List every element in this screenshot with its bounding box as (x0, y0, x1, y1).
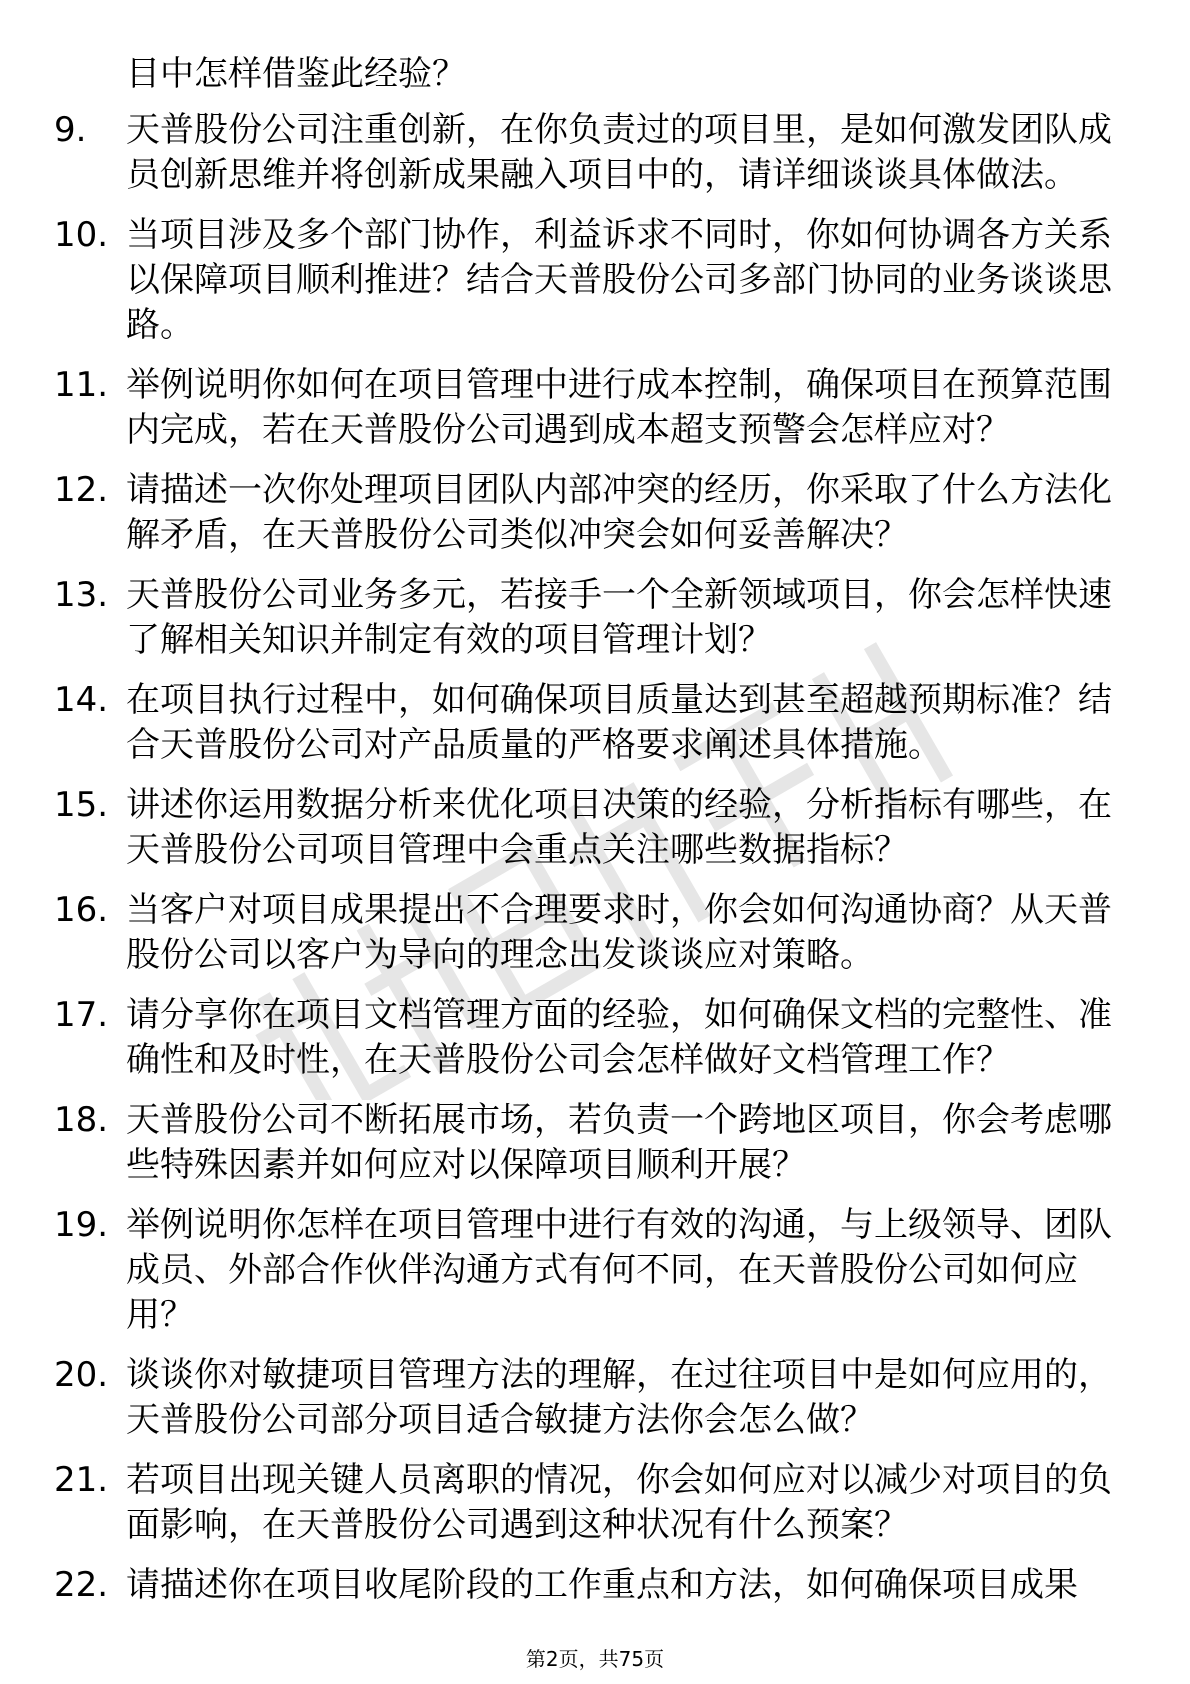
question-text: 请描述你在项目收尾阶段的工作重点和方法，如何确保项目成果 (126, 1565, 1078, 1605)
question-number: 13. (54, 575, 109, 615)
question-text: 请描述一次你处理项目团队内部冲突的经历，你采取了什么方法化解矛盾，在天普股份公司类似冲突会如何妥善解决？ (126, 470, 1112, 555)
question-item (0, 1098, 1190, 1188)
question-text: 若项目出现关键人员离职的情况，你会如何应对以减少对项目的负面影响，在天普股份公司遇到这种状况有什么预案？ (126, 1460, 1112, 1545)
question-number: 22. (54, 1565, 109, 1605)
question-number: 18. (54, 1100, 109, 1140)
question-item (0, 888, 1190, 978)
question-number: 9. (54, 110, 87, 150)
continued-question-text: 目中怎样借鉴此经验？ (126, 54, 466, 94)
question-text: 天普股份公司业务多元，若接手一个全新领域项目，你会怎样快速了解相关知识并制定有效的项目管理计划？ (126, 575, 1112, 660)
question-text: 请分享你在项目文档管理方面的经验，如何确保文档的完整性、准确性和及时性，在天普股份公司会怎样做好文档管理工作？ (126, 995, 1112, 1080)
question-number: 19. (54, 1205, 109, 1245)
question-item (0, 1353, 1190, 1443)
question-item (0, 678, 1190, 768)
question-text: 当客户对项目成果提出不合理要求时，你会如何沟通协商？从天普股份公司以客户为导向的理念出发谈谈应对策略。 (126, 890, 1112, 975)
question-number: 11. (54, 365, 109, 405)
question-number: 10. (54, 215, 109, 255)
question-text: 谈谈你对敏捷项目管理方法的理解，在过往项目中是如何应用的，天普股份公司部分项目适合敏捷方法你会怎么做？ (126, 1355, 1112, 1440)
question-number: 21. (54, 1460, 109, 1500)
question-number: 12. (54, 470, 109, 510)
question-list (0, 108, 1190, 1623)
question-text: 举例说明你如何在项目管理中进行成本控制，确保项目在预算范围内完成，若在天普股份公司遇到成本超支预警会怎样应对？ (126, 365, 1112, 450)
question-text: 天普股份公司注重创新，在你负责过的项目里，是如何激发团队成员创新思维并将创新成果融入项目中的，请详细谈谈具体做法。 (126, 110, 1112, 195)
question-item (0, 573, 1190, 663)
question-item (0, 213, 1190, 348)
question-number: 14. (54, 680, 109, 720)
question-item (0, 108, 1190, 198)
question-text: 当项目涉及多个部门协作，利益诉求不同时，你如何协调各方关系以保障项目顺利推进？结合天普股份公司多部门协同的业务谈谈思路。 (126, 215, 1112, 345)
question-number: 16. (54, 890, 109, 930)
question-text: 在项目执行过程中，如何确保项目质量达到甚至超越预期标准？结合天普股份公司对产品质量的严格要求阐述具体措施。 (126, 680, 1112, 765)
question-text: 举例说明你怎样在项目管理中进行有效的沟通，与上级领导、团队成员、外部合作伙伴沟通方式有何不同，在天普股份公司如何应用？ (126, 1205, 1112, 1335)
question-text: 天普股份公司不断拓展市场，若负责一个跨地区项目，你会考虑哪些特殊因素并如何应对以保障项目顺利开展？ (126, 1100, 1112, 1185)
question-number: 17. (54, 995, 109, 1035)
question-item (0, 993, 1190, 1083)
question-number: 15. (54, 785, 109, 825)
page-footer: 第2页，共75页 (525, 1647, 665, 1671)
question-item (0, 783, 1190, 873)
question-item (0, 1458, 1190, 1548)
question-item (0, 1203, 1190, 1338)
question-number: 20. (54, 1355, 109, 1395)
question-item (0, 1563, 1190, 1608)
question-text: 讲述你运用数据分析来优化项目决策的经验，分析指标有哪些，在天普股份公司项目管理中会重点关注哪些数据指标？ (126, 785, 1112, 870)
question-item (0, 363, 1190, 453)
question-item (0, 468, 1190, 558)
